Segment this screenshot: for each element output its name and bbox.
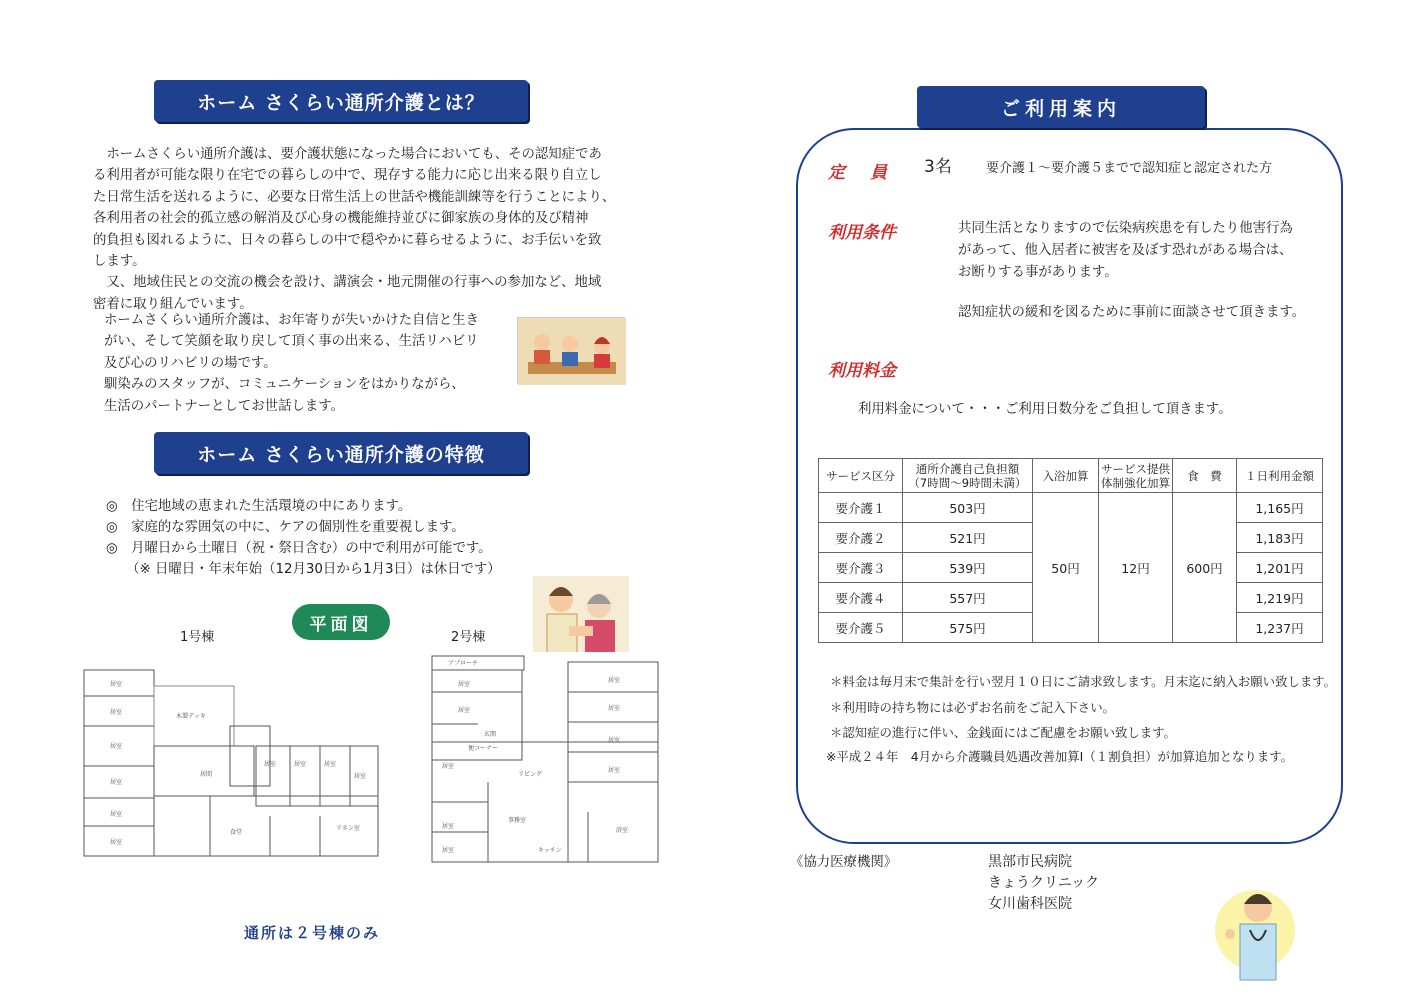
mission-line: 馴染みのスタッフが、コミュニケーションをはかりながら、 — [104, 377, 465, 393]
svg-text:居室: 居室 — [110, 681, 123, 688]
cell-self-pay: 539円 — [903, 553, 1033, 583]
mission-line: 及び心のリハビリの場です。 — [104, 355, 277, 371]
svg-text:玄関: 玄関 — [484, 731, 497, 738]
feature-item: ◎ 家庭的な雰囲気の中に、ケアの個別性を重要視します。 — [106, 520, 465, 535]
svg-text:居室: 居室 — [608, 705, 621, 712]
partner-item: きょうクリニック — [988, 875, 1100, 891]
svg-text:居室: 居室 — [110, 743, 123, 750]
conditions-line: お断りする事があります。 — [958, 265, 1118, 280]
note-billing: ＊料金は毎月末で集計を行い翌月１０日にご請求致します。月末迄に納入お願い致します。 — [830, 674, 1337, 689]
partner-item: 黒部市民病院 — [988, 854, 1072, 870]
cell-daily-total: 1,237円 — [1237, 613, 1323, 643]
fee-label: 利用料金 — [828, 361, 896, 381]
svg-text:居室: 居室 — [354, 773, 367, 780]
note-belongings: ＊利用時の持ち物には必ずお名前をご記入下さい。 — [830, 700, 1115, 715]
heading-about: ホーム さくらい通所介護とは？ — [154, 80, 528, 122]
capacity-label: 定 員 — [828, 163, 891, 183]
cell-level: 要介護２ — [819, 523, 903, 553]
note-money: ＊認知症の進行に伴い、金銭面にはご配慮をお願い致します。 — [830, 725, 1176, 740]
capacity-value: 3名 — [924, 157, 952, 177]
conditions-text — [958, 218, 1293, 284]
svg-text:居室: 居室 — [110, 811, 123, 818]
intro-line: 又、地域住民との交流の機会を設け、講演会・地元開催の行事への参加など、地域 — [93, 275, 602, 291]
svg-text:居室: 居室 — [324, 761, 337, 768]
heading-features: ホーム さくらい通所介護の特徴 — [154, 432, 528, 474]
col-header-bath: 入浴加算 — [1033, 459, 1099, 493]
svg-text:居室: 居室 — [110, 709, 123, 716]
col-header-service-system: サービス提供 体制強化加算 — [1099, 459, 1173, 493]
svg-text:事務室: 事務室 — [508, 817, 527, 824]
svg-text:居室: 居室 — [442, 823, 455, 830]
svg-text:居室: 居室 — [110, 839, 123, 846]
cell-bath: 50円 — [1033, 493, 1099, 643]
interview-note: 認知症状の緩和を図るために事前に面談させて頂きます。 — [958, 305, 1306, 320]
svg-text:キッチン: キッチン — [538, 847, 562, 854]
feature-item: ◎ 住宅地域の恵まれた生活環境の中にあります。 — [106, 499, 412, 514]
conditions-line: 共同生活となりますので伝染病疾患を有したり他害行為 — [958, 221, 1293, 236]
svg-text:居室: 居室 — [608, 767, 621, 774]
col-header-service-level: サービス区分 — [819, 459, 903, 493]
svg-text:居室: 居室 — [608, 737, 621, 744]
svg-text:浴室: 浴室 — [616, 827, 629, 834]
svg-text:リネン室: リネン室 — [336, 825, 360, 832]
svg-text:居室: 居室 — [442, 847, 455, 854]
intro-line: 的負担も図れるように、日々の暮らしの中で穏やかに暮らせるように、お手伝いを致 — [93, 232, 602, 248]
col-header-meal: 食 費 — [1173, 459, 1237, 493]
fee-table — [818, 458, 1323, 643]
cell-daily-total: 1,183円 — [1237, 523, 1323, 553]
col-header-self-pay: 通所介護自己負担額 （7時間～9時間未満） — [903, 459, 1033, 493]
conditions-label: 利用条件 — [828, 223, 896, 243]
building2-label: 2号棟 — [451, 630, 486, 645]
svg-text:居室: 居室 — [442, 763, 455, 770]
mission-line: ホームさくらい通所介護は、お年寄りが失いかけた自信と生き — [104, 313, 479, 328]
mission-text — [104, 310, 479, 417]
table-header-row — [819, 459, 1323, 493]
fee-intro: 利用料金について・・・ご利用日数分をご負担して頂きます。 — [858, 402, 1232, 417]
cell-level: 要介護１ — [819, 493, 903, 523]
cell-level: 要介護３ — [819, 553, 903, 583]
table-row — [819, 493, 1323, 523]
svg-text:居室: 居室 — [264, 761, 277, 768]
intro-line: 密着に取り組んでいます。 — [93, 296, 253, 312]
cell-meal: 600円 — [1173, 493, 1237, 643]
intro-line: た日常生活を送れるように、必要な日常生活上の世話や機能訓練等を行うことにより、 — [93, 189, 616, 205]
intro-line: します。 — [93, 254, 146, 270]
feature-item: （※ 日曜日・年末年始（12月30日から1月3日）は休日です） — [106, 562, 501, 577]
cell-daily-total: 1,165円 — [1237, 493, 1323, 523]
floorplan-building-2 — [428, 652, 662, 864]
cell-self-pay: 575円 — [903, 613, 1033, 643]
elderly-group-illustration — [517, 317, 625, 384]
cell-level: 要介護４ — [819, 583, 903, 613]
partner-item: 女川歯科医院 — [988, 896, 1072, 912]
caregiver-illustration — [533, 576, 629, 660]
col-header-daily-total: １日利用金額 — [1237, 459, 1323, 493]
feature-item: ◎ 月曜日から土曜日（祝・祭日含む）の中で利用が可能です。 — [106, 541, 492, 556]
cell-self-pay: 503円 — [903, 493, 1033, 523]
footer-note: 通所は２号棟のみ — [244, 924, 381, 942]
doctor-illustration — [1210, 880, 1300, 986]
capacity-note: 要介護１～要介護５までで認知症と認定された方 — [986, 161, 1273, 176]
intro-line: る利用者が可能な限り在宅での暮らしの中で、現存する能力に応じ出来る限り自立し — [93, 168, 602, 184]
svg-text:居間: 居間 — [200, 771, 213, 778]
floorplan-badge: 平面図 — [292, 604, 390, 640]
cell-self-pay: 521円 — [903, 523, 1033, 553]
cell-daily-total: 1,219円 — [1237, 583, 1323, 613]
partners-list — [988, 852, 1099, 915]
mission-line: 生活のパートナーとしてお世話します。 — [104, 398, 344, 414]
svg-text:居室: 居室 — [608, 677, 621, 684]
svg-text:便コーナー: 便コーナー — [468, 745, 499, 752]
features-list — [106, 496, 501, 580]
floorplan-building-1 — [80, 666, 382, 860]
svg-text:アプローチ: アプローチ — [448, 660, 479, 667]
building1-label: 1号棟 — [180, 630, 215, 645]
cell-level: 要介護５ — [819, 613, 903, 643]
mission-line: がい、そして笑顔を取り戻して頂く事の出来る、生活リハビリ — [104, 334, 479, 350]
note-addition: ※平成２４年 4月から介護職員処遇改善加算Ⅰ（１割負担）が加算追加となります。 — [826, 749, 1293, 764]
intro-text — [93, 144, 615, 315]
svg-text:木製デッキ: 木製デッキ — [176, 713, 206, 720]
conditions-line: があって、他入居者に被害を及ぼす恐れがある場合は、 — [958, 243, 1293, 258]
svg-text:居室: 居室 — [110, 779, 123, 786]
cell-self-pay: 557円 — [903, 583, 1033, 613]
svg-text:リビング: リビング — [518, 771, 542, 778]
intro-line: ホームさくらい通所介護は、要介護状態になった場合においても、その認知症であ — [93, 147, 602, 162]
svg-text:居室: 居室 — [458, 681, 471, 688]
cell-daily-total: 1,201円 — [1237, 553, 1323, 583]
svg-text:居室: 居室 — [458, 707, 471, 714]
svg-text:食堂: 食堂 — [230, 829, 243, 836]
cell-service-system: 12円 — [1099, 493, 1173, 643]
intro-line: 各利用者の社会的孤立感の解消及び心身の機能維持並びに御家族の身体的及び精神 — [93, 211, 589, 227]
partners-label: 《協力医療機関》 — [790, 855, 898, 870]
svg-text:居室: 居室 — [294, 761, 307, 768]
heading-usage: ご利用案内 — [917, 86, 1205, 128]
